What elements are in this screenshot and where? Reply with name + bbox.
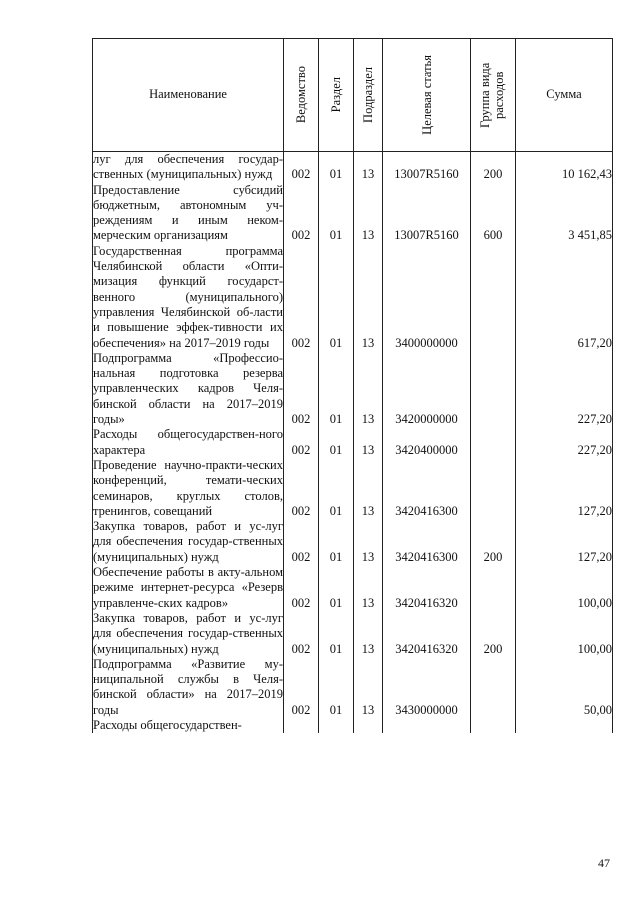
row-gruppa: [471, 565, 516, 611]
row-celevaya: 3420000000: [383, 351, 471, 427]
row-razdel: 01: [319, 458, 354, 519]
table-row: [93, 152, 613, 183]
row-vedomstvo: 002: [284, 565, 319, 611]
table-row: [93, 519, 613, 565]
header-podrazdel-label: Подраздел: [361, 67, 375, 123]
header-name: Наименование: [93, 39, 284, 152]
row-summa: 100,00: [516, 565, 613, 611]
header-vedomstvo: [284, 39, 319, 152]
row-gruppa: [471, 657, 516, 718]
page-number: 47: [598, 856, 610, 870]
table-row: [93, 427, 613, 458]
row-razdel: 01: [319, 427, 354, 458]
row-podrazdel: 13: [354, 351, 383, 427]
row-razdel: 01: [319, 244, 354, 351]
row-razdel: 01: [319, 611, 354, 657]
row-summa: 100,00: [516, 611, 613, 657]
row-name: Государственная программа Челябинской области «Опти-мизация функций государст-венного (муниципального) управления Челябинской об-ласти и повышение эффек-тивности их обеспечения» на 2017–2019 годы: [93, 243, 283, 350]
row-vedomstvo: 002: [284, 152, 319, 183]
header-gruppa-label: Группа вида расходов: [478, 62, 506, 128]
row-name: Закупка товаров, работ и ус-луг для обеспечения государ-ственных (муниципальных) нужд: [93, 519, 283, 564]
row-razdel: 01: [319, 152, 354, 183]
table-row: [93, 657, 613, 718]
header-celevaya-label: Целевая статья: [419, 55, 434, 135]
row-celevaya: 13007R5160: [383, 152, 471, 183]
table-body: [93, 152, 613, 734]
row-vedomstvo: 002: [284, 351, 319, 427]
row-celevaya: 3400000000: [383, 244, 471, 351]
header-razdel: [319, 39, 354, 152]
row-gruppa: [471, 427, 516, 458]
row-summa: 227,20: [516, 427, 613, 458]
row-name: Обеспечение работы в акту-альном режиме интернет-ресурса «Резерв управленче-ских кадров»: [93, 565, 283, 610]
row-name: Расходы общегосударствен-ного характера: [93, 427, 283, 457]
row-gruppa: [471, 351, 516, 427]
row-podrazdel: 13: [354, 244, 383, 351]
row-vedomstvo: 002: [284, 458, 319, 519]
row-name: Закупка товаров, работ и ус-луг для обеспечения государ-ственных (муниципальных) нужд: [93, 610, 283, 656]
row-podrazdel: 13: [354, 519, 383, 565]
row-vedomstvo: 002: [284, 427, 319, 458]
row-vedomstvo: 002: [284, 611, 319, 657]
header-summa: Сумма: [516, 39, 613, 152]
row-celevaya: 3420416320: [383, 565, 471, 611]
row-summa: 127,20: [516, 458, 613, 519]
table-header-row: [93, 39, 613, 152]
row-podrazdel: 13: [354, 152, 383, 183]
row-summa: 50,00: [516, 657, 613, 718]
row-razdel: 01: [319, 351, 354, 427]
row-podrazdel: 13: [354, 657, 383, 718]
row-vedomstvo: 002: [284, 244, 319, 351]
table-row: [93, 718, 613, 733]
row-celevaya: 3420416320: [383, 611, 471, 657]
header-podrazdel: [354, 39, 383, 152]
row-name: Предоставление субсидий бюджетным, автономным уч-реждениям и иным неком-мерческим организациям: [93, 182, 283, 243]
row-summa: [516, 718, 613, 733]
row-razdel: 01: [319, 519, 354, 565]
row-podrazdel: 13: [354, 458, 383, 519]
table-row: [93, 351, 613, 427]
row-gruppa: 200: [471, 611, 516, 657]
row-summa: 127,20: [516, 519, 613, 565]
row-name: луг для обеспечения государ-ственных (муниципальных) нужд: [93, 152, 283, 182]
row-podrazdel: 13: [354, 427, 383, 458]
table-row: [93, 458, 613, 519]
row-podrazdel: [354, 718, 383, 733]
row-gruppa: [471, 458, 516, 519]
row-celevaya: [383, 718, 471, 733]
row-vedomstvo: 002: [284, 519, 319, 565]
table-row: [93, 565, 613, 611]
row-gruppa: [471, 244, 516, 351]
row-summa: 227,20: [516, 351, 613, 427]
row-vedomstvo: [284, 718, 319, 733]
row-gruppa: 200: [471, 152, 516, 183]
row-celevaya: 3420416300: [383, 519, 471, 565]
row-razdel: 01: [319, 565, 354, 611]
row-name: Проведение научно-практи-ческих конференций, темати-ческих семинаров, круглых столов, тренингов, совещаний: [93, 457, 283, 518]
row-razdel: 01: [319, 183, 354, 244]
row-celevaya: 13007R5160: [383, 183, 471, 244]
header-vedomstvo-label: Ведомство: [294, 66, 308, 124]
table-row: [93, 611, 613, 657]
row-summa: 3 451,85: [516, 183, 613, 244]
row-podrazdel: 13: [354, 611, 383, 657]
row-gruppa: 600: [471, 183, 516, 244]
row-celevaya: 3420416300: [383, 458, 471, 519]
row-gruppa: [471, 718, 516, 733]
budget-table: [92, 38, 613, 733]
row-summa: 617,20: [516, 244, 613, 351]
header-gruppa: [471, 39, 516, 152]
row-name: Подпрограмма «Профессио-нальная подготовка резерва управленческих кадров Челя-бинской области на 2017–2019 годы»: [93, 350, 283, 427]
row-podrazdel: 13: [354, 183, 383, 244]
row-name: Подпрограмма «Развитие му-ниципальной службы в Челя-бинской области» на 2017–2019 годы: [93, 656, 283, 717]
header-celevaya: [383, 39, 471, 152]
row-vedomstvo: 002: [284, 183, 319, 244]
row-razdel: 01: [319, 657, 354, 718]
row-celevaya: 3430000000: [383, 657, 471, 718]
header-razdel-label: Раздел: [329, 77, 343, 113]
row-summa: 10 162,43: [516, 152, 613, 183]
row-gruppa: 200: [471, 519, 516, 565]
row-celevaya: 3420400000: [383, 427, 471, 458]
row-razdel: [319, 718, 354, 733]
table-row: [93, 183, 613, 244]
row-podrazdel: 13: [354, 565, 383, 611]
table-row: [93, 244, 613, 351]
row-vedomstvo: 002: [284, 657, 319, 718]
row-name: Расходы общегосударствен-: [93, 718, 284, 733]
